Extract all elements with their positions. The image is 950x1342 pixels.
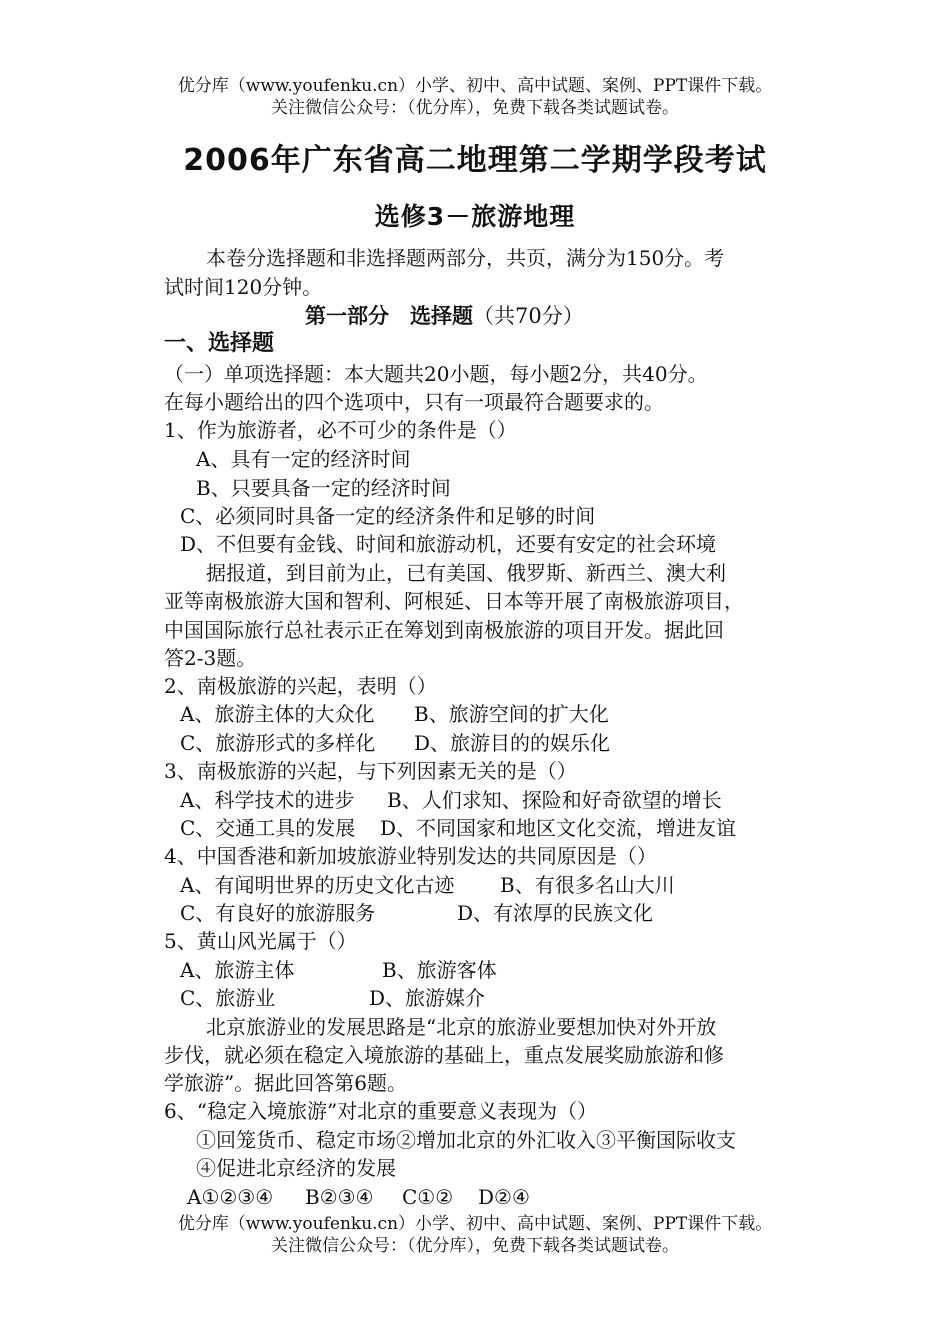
q4-option-b: B、有很多名山大川 (500, 873, 675, 897)
part-heading-score: （共70分） (473, 304, 584, 328)
q5-option-b: B、旅游客体 (382, 958, 497, 982)
passage1-line-3: 中国国际旅行总社表示正在筹划到南极旅游的项目开发。据此回 (164, 618, 724, 642)
q5-option-c: C、旅游业 (180, 986, 276, 1010)
q5-stem: 5、黄山风光属于（） (164, 929, 357, 953)
q5-option-a: A、旅游主体 (180, 958, 295, 982)
passage2-line-1: 北京旅游业的发展思路是“北京的旅游业要想加快对外开放 (206, 1015, 717, 1039)
q2-stem: 2、南极旅游的兴起，表明（） (164, 674, 437, 698)
q3-option-d: D、不同国家和地区文化交流，增进友谊 (380, 816, 737, 840)
header-line-1: 优分库（www.youfenku.cn）小学、初中、高中试题、案例、PPT课件下载。 (177, 76, 773, 96)
q6-option-d: D②④ (478, 1185, 530, 1209)
intro-line-1: 本卷分选择题和非选择题两部分，共页，满分为150分。考 (206, 246, 725, 270)
q2-option-c: C、旅游形式的多样化 (180, 731, 376, 755)
header-line-2: 关注微信公众号：（优分库），免费下载各类试题试卷。 (271, 98, 679, 118)
q4-stem: 4、中国香港和新加坡旅游业特别发达的共同原因是（） (164, 844, 657, 868)
footer-line-1: 优分库（www.youfenku.cn）小学、初中、高中试题、案例、PPT课件下载。 (177, 1214, 773, 1234)
exam-subtitle: 选修3－旅游地理 (374, 202, 576, 231)
instructions-line-1: （一）单项选择题：本大题共20小题，每小题2分，共40分。 (164, 362, 708, 386)
q1-option-d: D、不但要有金钱、时间和旅游动机，还要有安定的社会环境 (180, 532, 717, 556)
q1-option-b: B、只要具备一定的经济时间 (196, 476, 451, 500)
passage1-line-1: 据报道，到目前为止，已有美国、俄罗斯、新西兰、澳大利 (206, 561, 726, 585)
q2-option-b: B、旅游空间的扩大化 (414, 702, 609, 726)
q1-option-c: C、必须同时具备一定的经济条件和足够的时间 (180, 504, 596, 528)
q3-option-b: B、人们求知、探险和好奇欲望的增长 (387, 788, 722, 812)
q3-stem: 3、南极旅游的兴起，与下列因素无关的是（） (164, 759, 577, 783)
passage2-line-2: 步伐，就必须在稳定入境旅游的基础上，重点发展奖励旅游和修 (164, 1043, 724, 1067)
q2-option-a: A、旅游主体的大众化 (180, 702, 375, 726)
q3-option-a: A、科学技术的进步 (180, 788, 355, 812)
exam-title: 2006年广东省高二地理第二学期学段考试 (183, 143, 767, 178)
q2-option-d: D、旅游目的的娱乐化 (414, 731, 611, 755)
part-heading (305, 302, 584, 330)
q1-option-a: A、具有一定的经济时间 (196, 447, 411, 471)
q4-option-c: C、有良好的旅游服务 (180, 901, 376, 925)
footer-line-2: 关注微信公众号：（优分库），免费下载各类试题试卷。 (271, 1236, 679, 1256)
q6-option-a: A①②③④ (187, 1185, 274, 1209)
passage2-line-3: 学旅游”。据此回答第6题。 (164, 1071, 407, 1095)
q4-option-d: D、有浓厚的民族文化 (457, 901, 654, 925)
instructions-line-2: 在每小题给出的四个选项中，只有一项最符合题要求的。 (164, 390, 664, 414)
q6-option-b: B②③④ (305, 1185, 374, 1209)
q6-items-line-1: ①回笼货币、稳定市场②增加北京的外汇收入③平衡国际收支 (196, 1128, 736, 1152)
intro-line-2: 试时间120分钟。 (164, 275, 323, 299)
part-heading-bold: 第一部分 选择题 (305, 304, 473, 328)
q1-stem: 1、作为旅游者，必不可少的条件是（） (164, 418, 517, 442)
q6-stem: 6、“稳定入境旅游”对北京的重要意义表现为（） (164, 1099, 598, 1123)
q5-option-d: D、旅游媒介 (369, 986, 486, 1010)
section-heading: 一、选择题 (164, 331, 275, 356)
q6-option-c: C①② (402, 1185, 454, 1209)
q4-option-a: A、有闻明世界的历史文化古迹 (180, 873, 455, 897)
q3-option-c: C、交通工具的发展 (180, 816, 356, 840)
passage1-line-4: 答2-3题。 (164, 646, 257, 670)
passage1-line-2: 亚等南极旅游大国和智利、阿根延、日本等开展了南极旅游项目， (164, 589, 744, 613)
q6-items-line-2: ④促进北京经济的发展 (196, 1156, 396, 1180)
